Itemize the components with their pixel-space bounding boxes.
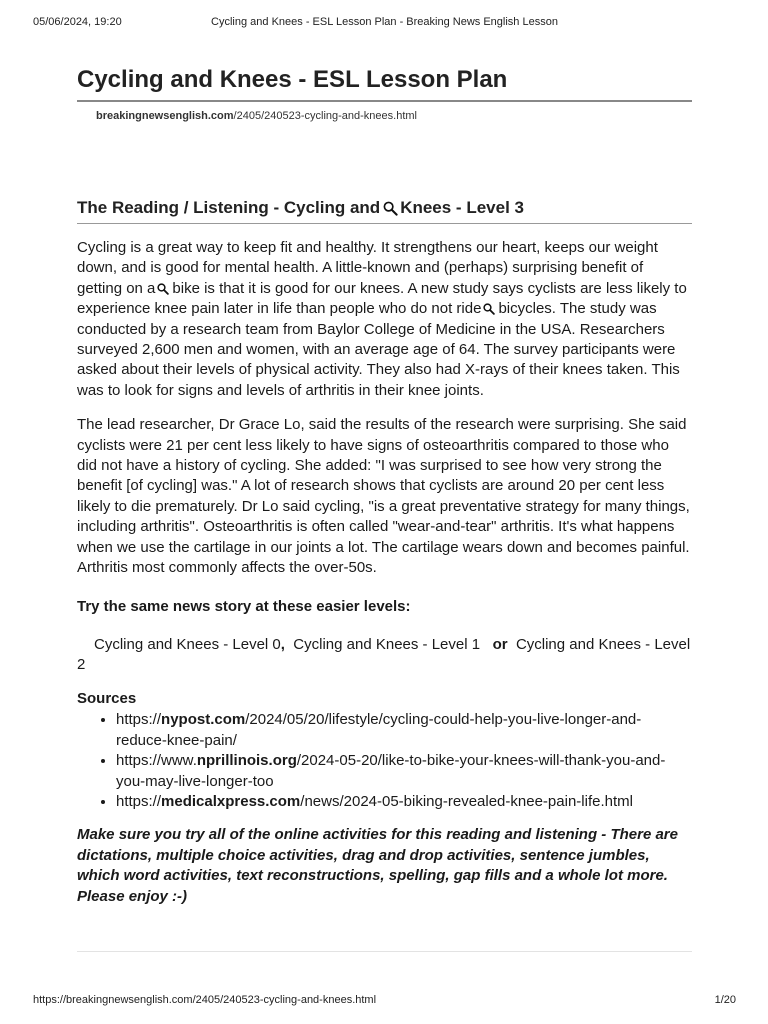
print-url: https://breakingnewsenglish.com/2405/240523-cycling-and-knees.html: [33, 994, 377, 1006]
bottom-divider: [77, 951, 692, 952]
levels-or: or: [492, 635, 508, 653]
level-2-link[interactable]: Cycling and Knees - Level 2: [77, 635, 691, 673]
section-title-end: Knees - Level 3: [400, 198, 524, 217]
magnifier-icon[interactable]: [483, 303, 495, 315]
paragraph-1-part-2: bike is that it is good for our knees. A new study says cyclists are less likely to experience knee pain later in life than people who do not ride: [77, 279, 687, 318]
print-header: [33, 16, 736, 30]
lesson-url-path: /2405/240523-cycling-and-knees.html: [233, 110, 417, 122]
lesson-url-link[interactable]: [96, 109, 692, 123]
source-link[interactable]: • https://www.nprillinois.org/2024-05-20/like-to-bike-your-knees-will-thank-you-and-you-may-live-longer-too: [116, 751, 692, 792]
sources-heading: Sources: [77, 690, 137, 708]
easier-levels-heading: Try the same news story at these easier levels:: [77, 597, 411, 615]
paragraph-1-part-1: Cycling is a great way to keep fit and healthy. It strengthens our heart, keeps our weight down, and is good for mental health. A little-known and (perhaps) surprising benefit of getting on a: [77, 239, 658, 297]
easier-levels-links: [77, 635, 692, 676]
print-footer: [33, 994, 736, 1008]
paragraph-1-part-3: bicycles. The study was conducted by a research team from Baylor College of Medicine in the USA. Researchers surveyed 2,600 men and women, with an average age of 64. The survey participants were asked about their levels of physical activity. They also had X-rays of their knees taken. This was to look for signs and levels of arthritis in their knee joints.: [77, 300, 680, 399]
source-link[interactable]: • https://nypost.com/2024/05/20/lifestyle/cycling-could-help-you-live-longer-and-reduce-knee-pain/: [116, 710, 692, 751]
lesson-url-domain: breakingnewsenglish.com: [96, 110, 234, 122]
page-title: Cycling and Knees - ESL Lesson Plan: [77, 64, 692, 102]
lesson-content: [77, 64, 692, 907]
paragraph-2: The lead researcher, Dr Grace Lo, said the results of the research were surprising. She said cyclists were 21 per cent less likely to have signs of osteoarthritis compared to those who did not have a history of cycling. She added: "I was surprised to see how very strong the benefit [of cycling] was." A lot of research shows that cyclists are around 20 per cent less likely to die prematurely. Dr Lo said cycling, "is a great preventative strategy for many things, including arthritis". Osteoarthritis is often called "wear-and-tear" arthritis. It's what happens when we use the cartilage in our joints a lot. The cartilage wears down and becomes painful. Arthritis most commonly affects the over-50s.: [77, 416, 690, 577]
page-number: 1/20: [714, 994, 736, 1006]
section-title-start: The Reading / Listening - Cycling and: [77, 198, 381, 217]
levels-comma: ,: [280, 635, 285, 653]
paragraph-1: [77, 238, 692, 401]
level-0-link[interactable]: Cycling and Knees - Level 0: [94, 635, 281, 653]
level-1-link[interactable]: Cycling and Knees - Level 1: [293, 635, 481, 653]
magnifier-icon[interactable]: [383, 201, 398, 216]
online-activities-note: Make sure you try all of the online activities for this reading and listening - There are dictations, multiple choice activities, drag and drop activities, sentence jumbles, which word activities, text reconstructions, spelling, gap fills and a whole lot more. Please enjoy :-): [77, 826, 678, 905]
print-document-title: Cycling and Knees - ESL Lesson Plan - Breaking News English Lesson: [211, 16, 558, 28]
magnifier-icon[interactable]: [157, 283, 169, 295]
source-link[interactable]: • https://medicalxpress.com/news/2024-05-biking-revealed-knee-pain-life.html: [116, 792, 692, 812]
section-title: [77, 197, 692, 224]
sources-list: [77, 710, 692, 812]
print-date: 05/06/2024, 19:20: [33, 16, 122, 28]
